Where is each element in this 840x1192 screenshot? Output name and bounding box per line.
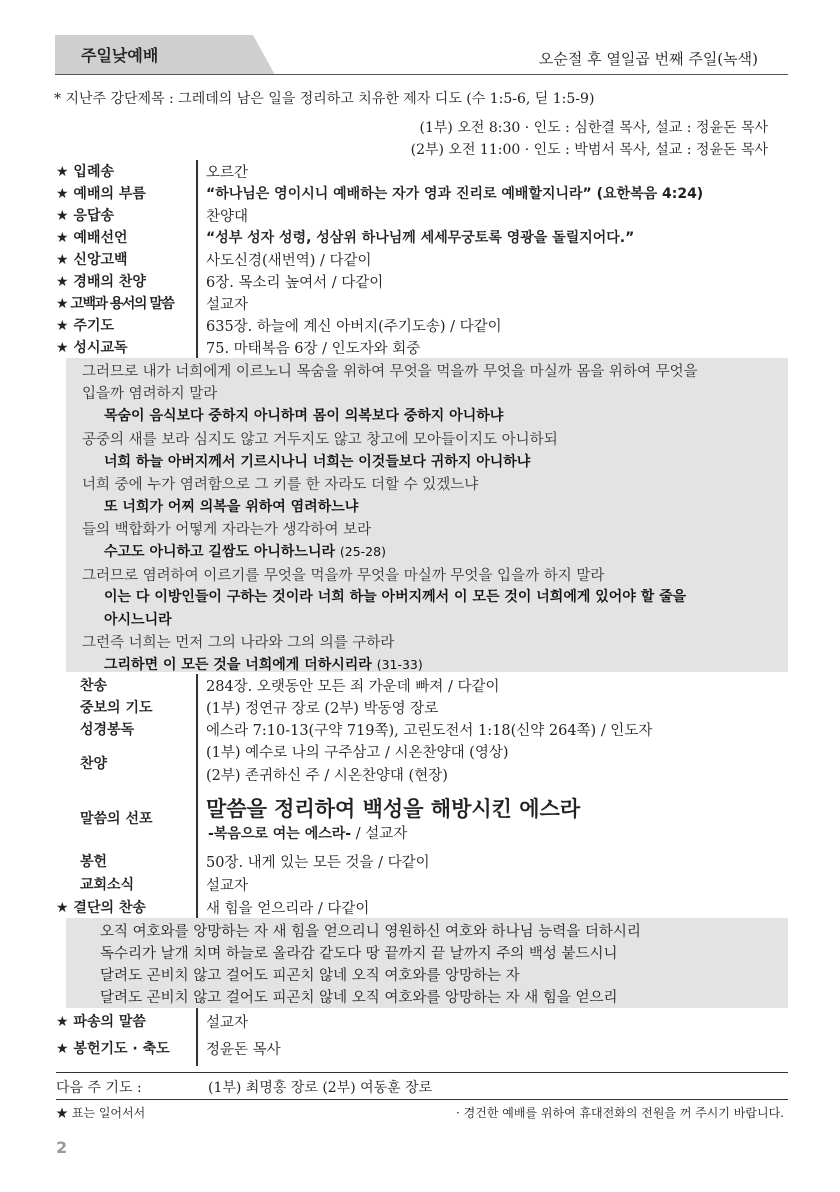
order-label: ★ 입례송 [56, 164, 114, 180]
order-value: 사도신경(새번역) / 다같이 [206, 253, 372, 269]
reading-line [104, 654, 423, 674]
order-row [56, 850, 788, 872]
reading-line: 너희 중에 누가 염려함으로 그 키를 한 자라도 더할 수 있겠느냐 [82, 477, 479, 493]
reading-text: 수고도 아니하고 길쌈도 아니하느니라 [104, 544, 336, 560]
order-value: 찬양대 [206, 209, 249, 225]
order-label: ★ 고백과 용서의 말씀 [56, 296, 174, 312]
order-value: 50장. 내게 있는 모든 것을 / 다같이 [206, 855, 430, 871]
order-row [56, 896, 788, 918]
page-number: 2 [56, 1138, 68, 1157]
next-week-label: 다음 주 기도 : [56, 1080, 142, 1096]
reading-line: 공중의 새를 보라 심지도 않고 거두지도 않고 창고에 모아들이지도 아니하되 [82, 432, 558, 448]
order-value: 284장. 오랫동안 모든 죄 가운데 빠져 / 다같이 [206, 679, 500, 695]
order-row [56, 270, 788, 292]
order-value: 오르간 [206, 165, 249, 181]
order-row [56, 160, 788, 182]
reading-line: 그런즉 너희는 먼저 그의 나라와 그의 의를 구하라 [82, 635, 395, 651]
order-row [56, 336, 788, 358]
order-label: ★ 신앙고백 [56, 252, 128, 268]
order-label: ★ 경배의 찬양 [56, 274, 146, 290]
order-label: ★ 응답송 [56, 208, 114, 224]
footer-rule-bottom [56, 1099, 788, 1100]
order-label: ★ 예배선언 [56, 230, 128, 246]
sermon-subtitle [208, 822, 407, 843]
last-week-sermon: * 지난주 강단제목 : 그레데의 남은 일을 정리하고 치유한 제자 디도 (수 1:5-6, 딛 1:5-9) [54, 91, 595, 107]
header-divider [55, 74, 788, 75]
reading-text: 그리하면 이 모든 것을 너희에게 더하시리라 [104, 657, 372, 673]
order-label: ★ 파송의 말씀 [56, 1014, 146, 1030]
reading-line: 그러므로 염려하여 이르기를 무엇을 먹을까 무엇을 마실까 무엇을 입을까 하지 말라 [82, 568, 605, 584]
order-row [56, 248, 788, 270]
page-header [55, 35, 788, 75]
order-value: 설교자 [206, 1015, 249, 1031]
page-title: 주일낮예배 [81, 46, 159, 65]
order-value: 635장. 하늘에 계신 아버지(주기도송) / 다같이 [206, 319, 502, 335]
order-value: 새 힘을 얻으리라 / 다같이 [206, 901, 370, 917]
reading-line: 목숨이 음식보다 중하지 아니하며 몸이 의복보다 중하지 아니하냐 [104, 408, 504, 424]
order-value: (1부) 정연규 장로 (2부) 박동영 장로 [206, 701, 439, 717]
sermon-preacher: / 설교자 [351, 826, 408, 842]
order-row [56, 292, 788, 314]
anthem-line-2: (2부) 존귀하신 주 / 시온찬양대 (현장) [206, 768, 448, 784]
order-value: 75. 마태복음 6장 / 인도자와 회중 [206, 341, 421, 357]
order-value: 설교자 [206, 297, 249, 313]
service-time-2: (2부) 오전 11:00 · 인도 : 박범서 목사, 설교 : 정윤돈 목사 [410, 142, 768, 158]
service-time-1: (1부) 오전 8:30 · 인도 : 심한결 목사, 설교 : 정윤돈 목사 [419, 120, 768, 136]
sermon-title: 말씀을 정리하여 백성을 해방시킨 에스라 [206, 797, 581, 821]
anthem-line-1: (1부) 예수로 나의 구주삼고 / 시온찬양대 (영상) [206, 745, 509, 761]
reading-line: 아시느니라 [104, 612, 172, 628]
order-label: ★ 성시교독 [56, 340, 128, 356]
order-row [56, 226, 788, 248]
order-row [56, 696, 788, 718]
order-value: “성부 성자 성령, 성삼위 하나님께 세세무궁토록 영광을 돌릴지어다.” [206, 230, 635, 246]
order-label: ★ 봉헌기도 · 축도 [56, 1041, 170, 1057]
stand-note: ★ 표는 일어서서 [56, 1106, 146, 1120]
reading-line: 들의 백합화가 어떻게 자라는가 생각하여 보라 [82, 522, 372, 538]
order-row [56, 1010, 788, 1032]
reading-reference: (31-33) [376, 657, 423, 672]
footer-rule-top [56, 1072, 788, 1073]
order-label: 교회소식 [80, 877, 135, 893]
reading-line: 입을까 염려하지 말라 [82, 386, 218, 402]
order-value: 설교자 [206, 878, 249, 894]
order-row [56, 873, 788, 895]
phone-note: · 경건한 예배를 위하여 휴대전화의 전원을 꺼 주시기 바랍니다. [456, 1106, 784, 1120]
order-label: 찬양 [80, 756, 108, 772]
order-value: 에스라 7:10-13(구약 719쪽), 고린도전서 1:18(신약 264쪽) / 인도자 [206, 723, 653, 739]
lyrics-line: 달려도 곤비치 않고 걸어도 피곤치 않네 오직 여호와를 앙망하는 자 새 힘을 얻으리 [100, 990, 618, 1006]
order-label: 성경봉독 [80, 722, 135, 738]
order-label: ★ 주기도 [56, 318, 114, 334]
order-row [56, 718, 788, 740]
order-label: 중보의 기도 [80, 700, 153, 716]
lyrics-line: 달려도 곤비치 않고 걸어도 피곤치 않네 오직 여호와를 앙망하는 자 [100, 968, 520, 984]
order-label: 말씀의 선포 [80, 811, 153, 827]
lyrics-line: 독수리가 날개 치며 하늘로 올라감 같도다 땅 끝까지 끝 날까지 주의 백성 붙드시니 [100, 946, 618, 962]
page-subtitle: 오순절 후 열일곱 번째 주일(녹색) [538, 50, 758, 68]
reading-line: 또 너희가 어찌 의복을 위하여 염려하느냐 [104, 499, 359, 515]
reading-line [104, 541, 386, 561]
order-label: 봉헌 [80, 854, 108, 870]
reading-line: 너희 하늘 아버지께서 기르시나니 너희는 이것들보다 귀하지 아니하냐 [104, 454, 531, 470]
sermon-subtitle-text: -복음으로 여는 에스라- [208, 826, 352, 842]
order-label: ★ 결단의 찬송 [56, 900, 146, 916]
order-row [56, 1037, 788, 1059]
order-label: 찬송 [80, 678, 108, 694]
order-label: ★ 예배의 부름 [56, 186, 146, 202]
reading-line: 그러므로 내가 너희에게 이르노니 목숨을 위하여 무엇을 먹을까 무엇을 마실까 몸을 위하여 무엇을 [82, 364, 698, 380]
order-value: 정윤돈 목사 [206, 1042, 281, 1058]
reading-line: 이는 다 이방인들이 구하는 것이라 너희 하늘 아버지께서 이 모든 것이 너희에게 있어야 할 줄을 [104, 589, 687, 605]
order-row [56, 314, 788, 336]
order-row [56, 674, 788, 696]
order-row [56, 182, 788, 204]
order-value: “하나님은 영이시니 예배하는 자가 영과 진리로 예배할지니라” (요한복음 4:24) [206, 186, 704, 202]
order-value: 6장. 목소리 높여서 / 다같이 [206, 275, 384, 291]
next-week-prayer: (1부) 최명홍 장로 (2부) 여동훈 장로 [208, 1080, 433, 1096]
order-row [56, 204, 788, 226]
lyrics-line: 오직 여호와를 앙망하는 자 새 힘을 얻으리니 영원하신 여호와 하나님 능력을 더하시리 [100, 924, 641, 940]
reading-reference: (25-28) [339, 544, 386, 559]
